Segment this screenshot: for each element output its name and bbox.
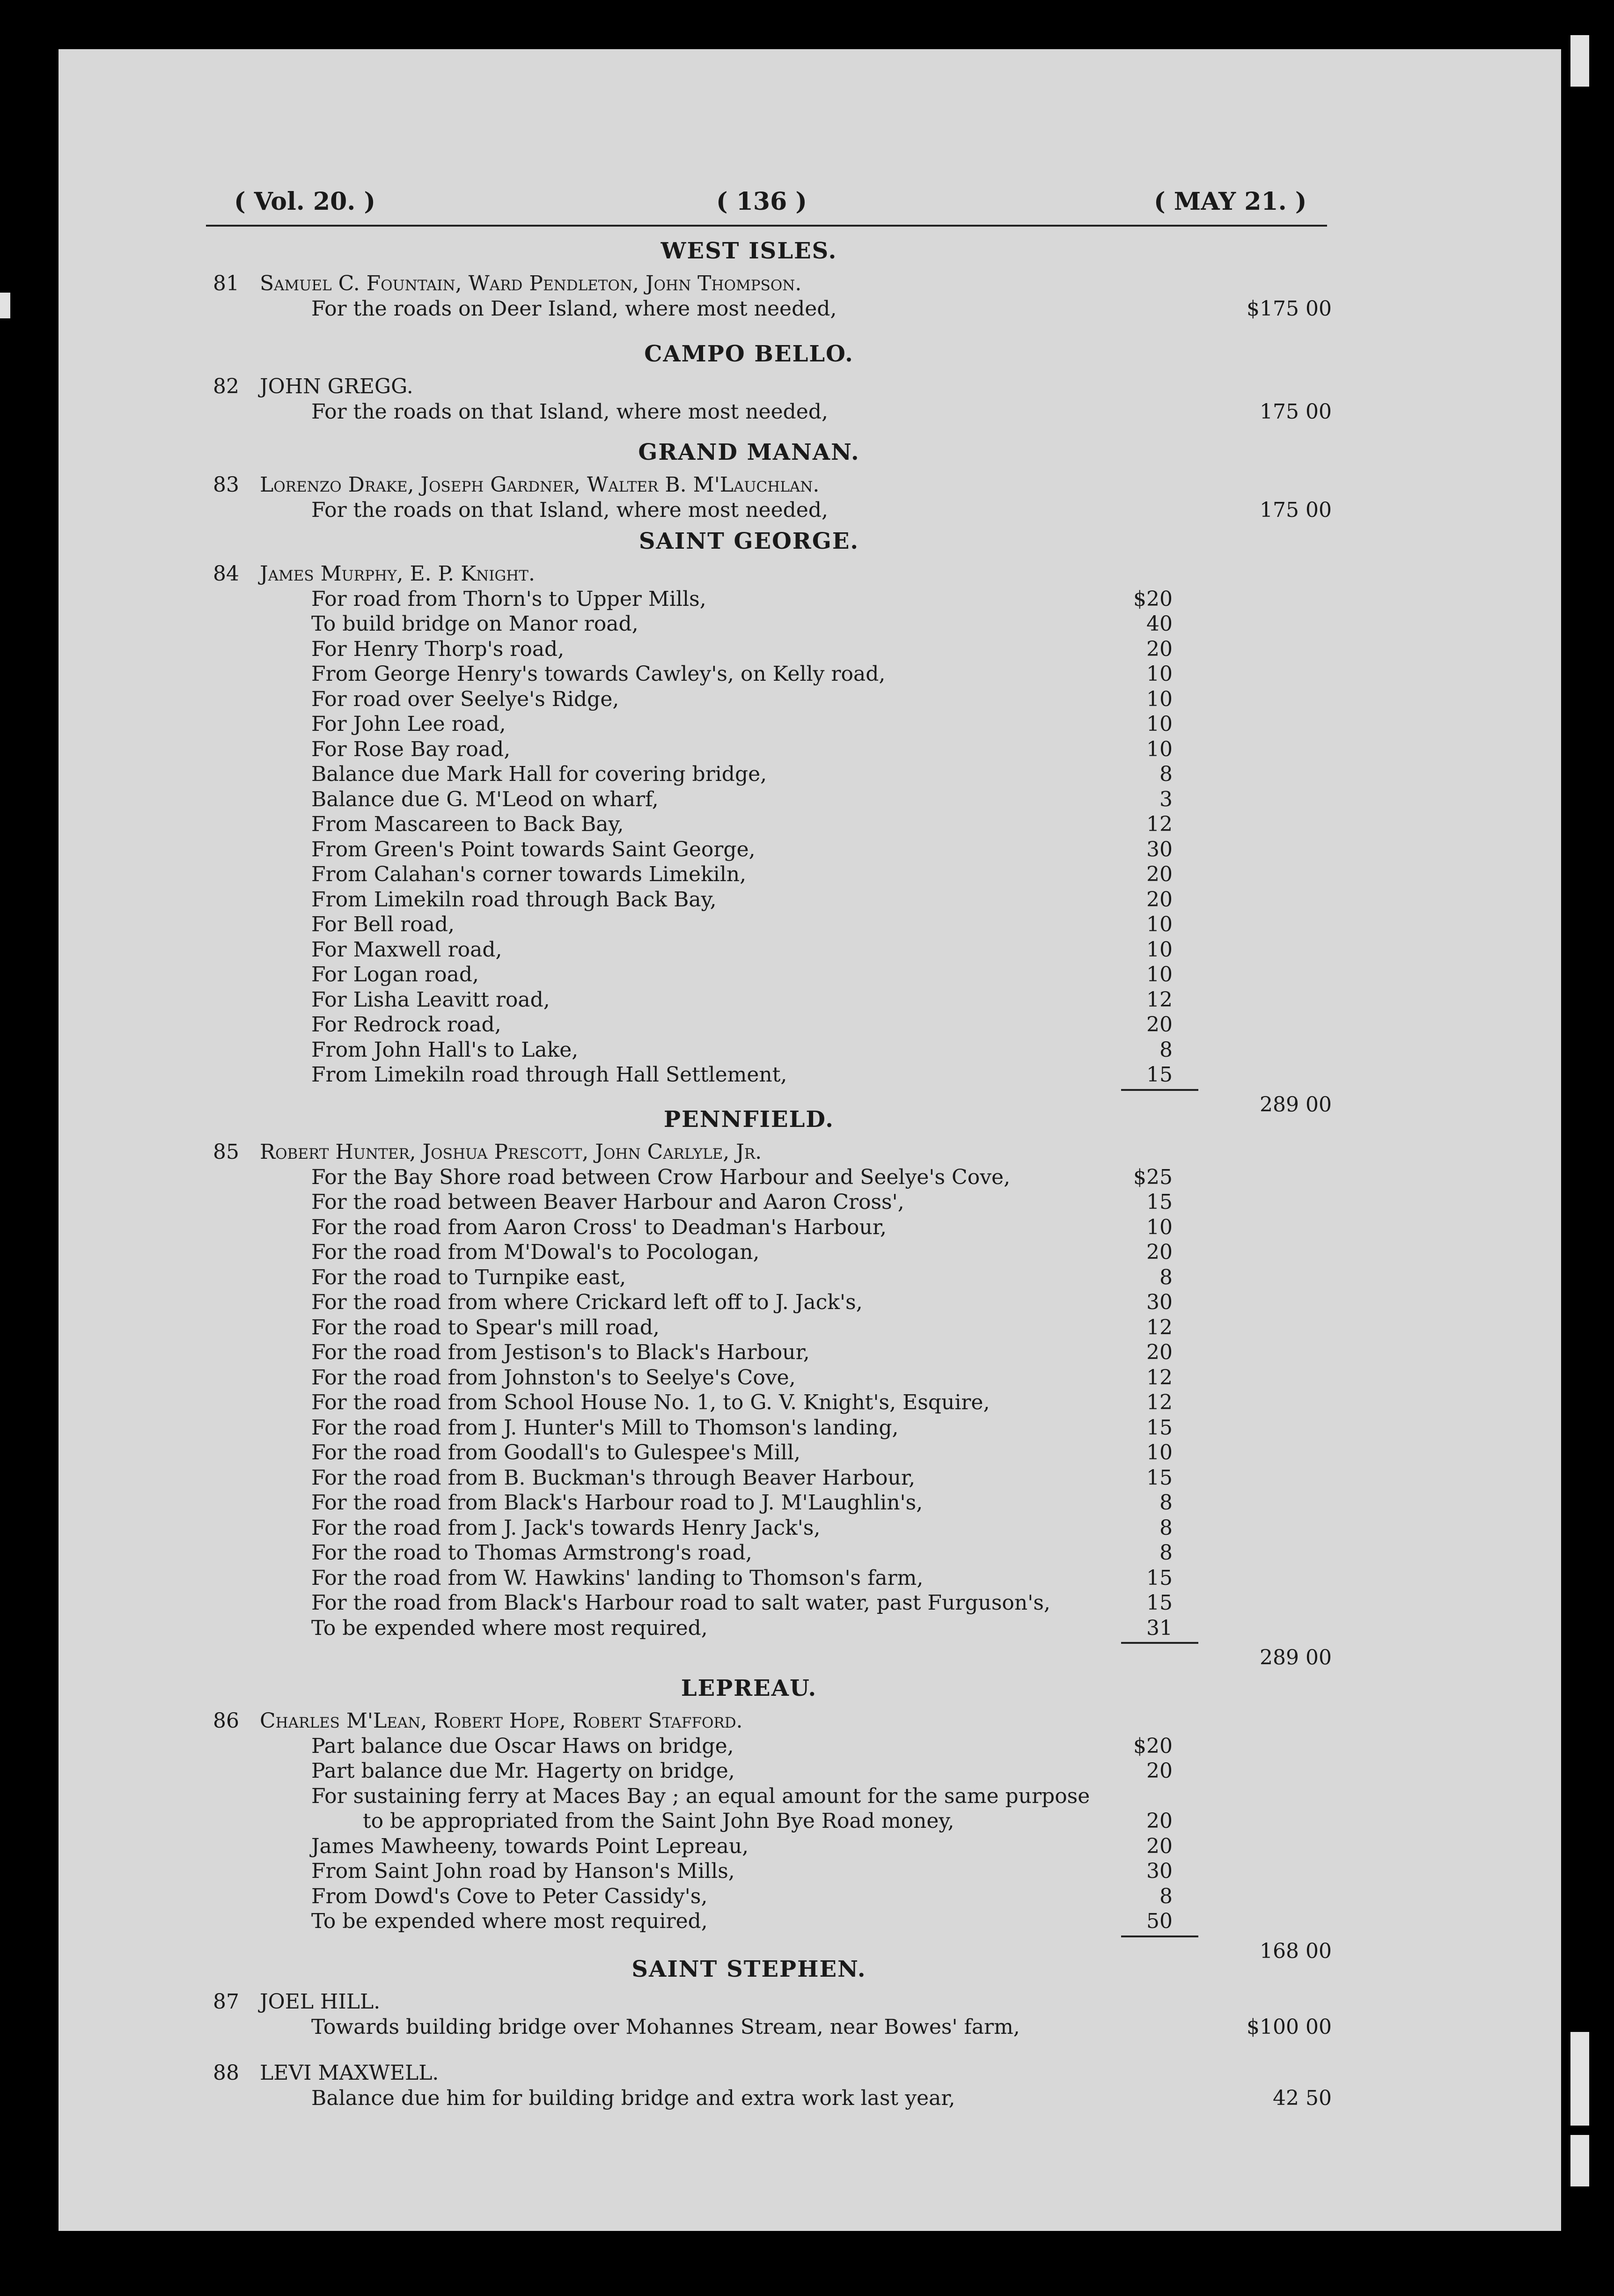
- item-amount: 40: [1146, 612, 1173, 636]
- item-amount: 8: [1159, 1516, 1173, 1540]
- item-amount: 50: [1146, 1909, 1173, 1933]
- entry-number: 85: [213, 1140, 239, 1164]
- item-amount: 8: [1159, 1265, 1173, 1289]
- item-amount: 12: [1146, 812, 1173, 836]
- item-amount: 8: [1159, 1491, 1173, 1515]
- item-amount: 10: [1146, 1441, 1173, 1464]
- item-text: From Mascareen to Back Bay,: [311, 812, 624, 836]
- item-amount: 15: [1146, 1063, 1173, 1087]
- item-text: For Rose Bay road,: [311, 737, 511, 761]
- item-amount: 10: [1146, 737, 1173, 761]
- item-amount: 8: [1159, 1541, 1173, 1565]
- item-text: For the road from Black's Harbour road to salt water, past Furguson's,: [311, 1591, 1050, 1615]
- item-amount: $20: [1133, 587, 1173, 611]
- subtotal-rule: [1121, 1935, 1198, 1937]
- item-amount: 10: [1146, 937, 1173, 962]
- entry-names: JOHN GREGG.: [260, 375, 413, 398]
- line-total: 175 00: [1260, 498, 1332, 522]
- item-text: For the road from Goodall's to Gulespee's Mill,: [311, 1441, 800, 1464]
- item-text: For Maxwell road,: [311, 937, 502, 962]
- entry-names: James Murphy, E. P. Knight.: [260, 562, 535, 586]
- item-amount: 10: [1146, 963, 1173, 986]
- item-text: For the road from Black's Harbour road to J. M'Laughlin's,: [311, 1491, 923, 1515]
- item-amount: 30: [1146, 1290, 1173, 1314]
- section-title: SAINT GEORGE.: [638, 528, 859, 554]
- item-text: For sustaining ferry at Maces Bay ; an equal amount for the same purpose: [311, 1784, 1090, 1808]
- item-text: For the road from M'Dowal's to Pocologan,: [311, 1240, 760, 1264]
- item-amount: 15: [1146, 1465, 1173, 1490]
- item-text: For Henry Thorp's road,: [311, 637, 565, 661]
- line-total: $175 00: [1247, 296, 1332, 321]
- item-text: For road from Thorn's to Upper Mills,: [311, 587, 706, 611]
- item-amount: 10: [1146, 712, 1173, 736]
- item-text: For the road from J. Hunter's Mill to Thomson's landing,: [311, 1415, 899, 1440]
- entry-names: Charles M'Lean, Robert Hope, Robert Stafford.: [260, 1709, 743, 1733]
- item-text: From Limekiln road through Back Bay,: [311, 887, 717, 912]
- item-amount: 20: [1146, 862, 1173, 886]
- item-amount: 31: [1146, 1616, 1173, 1640]
- item-amount: $25: [1133, 1165, 1173, 1189]
- line-item-text: Towards building bridge over Mohannes Stream, near Bowes' farm,: [311, 2015, 1020, 2039]
- item-amount: 10: [1146, 1215, 1173, 1239]
- item-text: To be expended where most required,: [311, 1909, 708, 1933]
- header-date: ( MAY 21. ): [1154, 187, 1307, 216]
- entry-names: Robert Hunter, Joshua Prescott, John Carlyle, Jr.: [260, 1140, 762, 1164]
- item-text: From Saint John road by Hanson's Mills,: [311, 1859, 735, 1883]
- subtotal-rule: [1121, 1089, 1198, 1091]
- item-amount: 20: [1146, 1759, 1173, 1783]
- item-amount: 10: [1146, 662, 1173, 686]
- item-text: Balance due G. M'Leod on wharf,: [311, 787, 659, 811]
- item-text: For Bell road,: [311, 913, 455, 936]
- item-amount: 8: [1159, 1038, 1173, 1062]
- item-text: From Calahan's corner towards Limekiln,: [311, 862, 747, 886]
- item-amount: 30: [1146, 1859, 1173, 1883]
- item-text: For the road between Beaver Harbour and Aaron Cross',: [311, 1190, 904, 1214]
- header-volume: ( Vol. 20. ): [234, 187, 376, 216]
- item-text: Balance due Mark Hall for covering bridge,: [311, 762, 767, 786]
- section-title: WEST ISLES.: [660, 238, 837, 264]
- item-text: to be appropriated from the Saint John Bye Road money,: [363, 1809, 954, 1833]
- item-text: Part balance due Mr. Hagerty on bridge,: [311, 1759, 735, 1783]
- item-amount: 3: [1159, 787, 1173, 811]
- item-text: From Green's Point towards Saint George,: [311, 837, 756, 861]
- item-text: For John Lee road,: [311, 712, 506, 736]
- item-amount: 12: [1146, 1365, 1173, 1390]
- item-amount: 12: [1146, 1391, 1173, 1414]
- item-text: From Dowd's Cove to Peter Cassidy's,: [311, 1884, 708, 1908]
- item-amount: 20: [1146, 637, 1173, 661]
- entry-number: 81: [213, 272, 239, 295]
- item-text: For Lisha Leavitt road,: [311, 987, 550, 1012]
- item-text: For the Bay Shore road between Crow Harbour and Seelye's Cove,: [311, 1165, 1011, 1189]
- item-text: From John Hall's to Lake,: [311, 1038, 579, 1062]
- item-amount: $20: [1133, 1734, 1173, 1758]
- item-amount: 15: [1146, 1415, 1173, 1440]
- section-total: 289 00: [1260, 1092, 1332, 1117]
- section-title: PENNFIELD.: [664, 1106, 834, 1133]
- item-amount: 20: [1146, 887, 1173, 912]
- item-amount: 8: [1159, 762, 1173, 786]
- entry-number: 86: [213, 1709, 239, 1733]
- item-text: For the road to Thomas Armstrong's road,: [311, 1541, 752, 1565]
- section-title: LEPREAU.: [681, 1675, 817, 1701]
- line-total: $100 00: [1247, 2015, 1332, 2039]
- line-item-text: For the roads on Deer Island, where most needed,: [311, 296, 837, 321]
- item-text: From George Henry's towards Cawley's, on Kelly road,: [311, 662, 886, 686]
- item-text: For the road from Jestison's to Black's Harbour,: [311, 1340, 810, 1364]
- line-item-text: Balance due him for building bridge and extra work last year,: [311, 2086, 955, 2110]
- item-amount: 20: [1146, 1834, 1173, 1858]
- item-amount: 10: [1146, 913, 1173, 936]
- item-amount: 20: [1146, 1240, 1173, 1264]
- item-text: For Logan road,: [311, 963, 479, 986]
- item-text: For the road from Johnston's to Seelye's Cove,: [311, 1365, 796, 1390]
- section-total: 168 00: [1260, 1939, 1332, 1963]
- item-text: To build bridge on Manor road,: [311, 612, 638, 636]
- entry-names: LEVI MAXWELL.: [260, 2061, 439, 2085]
- item-text: For the road to Turnpike east,: [311, 1265, 626, 1289]
- item-amount: 15: [1146, 1566, 1173, 1590]
- item-text: James Mawheeny, towards Point Lepreau,: [311, 1834, 749, 1858]
- item-amount: 8: [1159, 1884, 1173, 1908]
- subtotal-rule: [1121, 1642, 1198, 1644]
- item-text: For the road from School House No. 1, to G. V. Knight's, Esquire,: [311, 1391, 990, 1414]
- item-text: For the road from W. Hawkins' landing to Thomson's farm,: [311, 1566, 924, 1590]
- item-amount: 15: [1146, 1591, 1173, 1615]
- item-text: For the road from B. Buckman's through Beaver Harbour,: [311, 1465, 916, 1490]
- entry-names: Lorenzo Drake, Joseph Gardner, Walter B. M'Lauchlan.: [260, 473, 820, 497]
- item-amount: 15: [1146, 1190, 1173, 1214]
- item-text: Part balance due Oscar Haws on bridge,: [311, 1734, 734, 1758]
- entry-names: Samuel C. Fountain, Ward Pendleton, John Thompson.: [260, 272, 802, 295]
- item-text: For the road from where Crickard left off to J. Jack's,: [311, 1290, 863, 1314]
- header-page-number: ( 136 ): [716, 187, 807, 216]
- section-total: 289 00: [1260, 1646, 1332, 1670]
- line-total: 175 00: [1260, 399, 1332, 424]
- section-title: SAINT STEPHEN.: [631, 1956, 866, 1982]
- item-amount: 10: [1146, 687, 1173, 711]
- item-amount: 12: [1146, 1315, 1173, 1339]
- entry-number: 87: [213, 1990, 239, 2014]
- entry-names: JOEL HILL.: [260, 1990, 381, 2014]
- item-amount: 20: [1146, 1340, 1173, 1364]
- entry-number: 88: [213, 2061, 239, 2085]
- line-total: 42 50: [1273, 2086, 1332, 2110]
- item-text: For Redrock road,: [311, 1013, 501, 1037]
- item-text: To be expended where most required,: [311, 1616, 708, 1640]
- entry-number: 83: [213, 473, 239, 497]
- item-text: For the road to Spear's mill road,: [311, 1315, 660, 1339]
- item-text: For the road from J. Jack's towards Henry Jack's,: [311, 1516, 821, 1540]
- item-amount: 12: [1146, 987, 1173, 1012]
- item-text: From Limekiln road through Hall Settlement,: [311, 1063, 787, 1087]
- item-amount: 30: [1146, 837, 1173, 861]
- section-title: GRAND MANAN.: [638, 439, 860, 465]
- line-item-text: For the roads on that Island, where most needed,: [311, 399, 828, 424]
- item-text: For road over Seelye's Ridge,: [311, 687, 619, 711]
- item-text: For the road from Aaron Cross' to Deadman's Harbour,: [311, 1215, 887, 1239]
- section-title: CAMPO BELLO.: [644, 341, 854, 367]
- header-rule: [206, 225, 1327, 227]
- entry-number: 82: [213, 375, 239, 398]
- entry-number: 84: [213, 562, 239, 586]
- item-amount: 20: [1146, 1013, 1173, 1037]
- line-item-text: For the roads on that Island, where most needed,: [311, 498, 828, 522]
- item-amount: 20: [1146, 1809, 1173, 1833]
